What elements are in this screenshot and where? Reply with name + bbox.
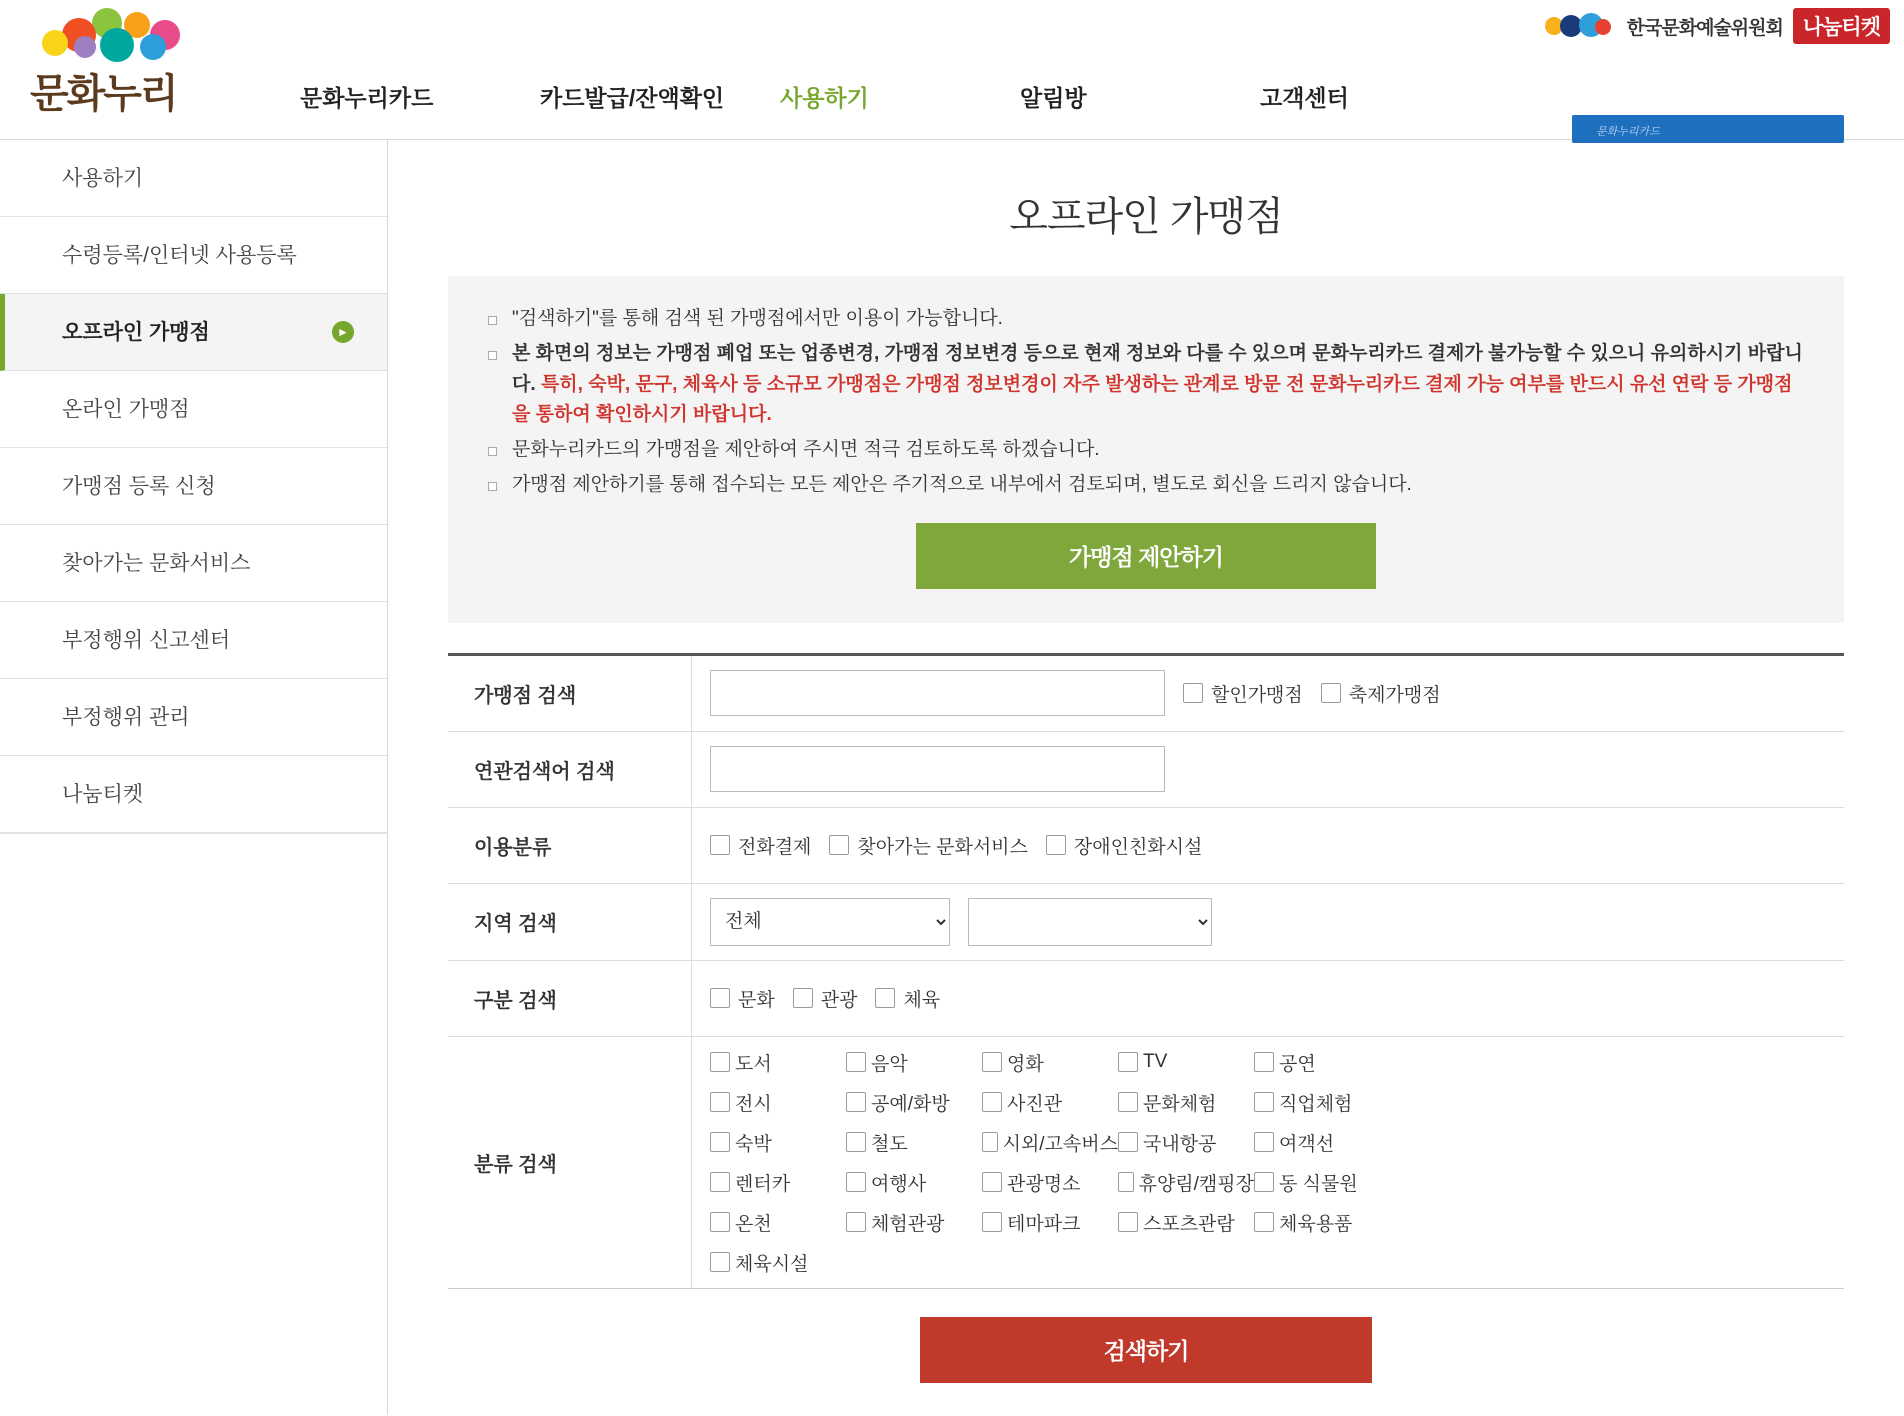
checkbox-category-9[interactable]	[1254, 1089, 1390, 1116]
checkbox-category-0[interactable]	[710, 1049, 846, 1076]
checkbox-box-icon	[1118, 1212, 1138, 1232]
checkbox-box-icon	[982, 1172, 1002, 1192]
checkbox-label: 직업체험	[1279, 1093, 1353, 1115]
checkbox-box-icon	[982, 1132, 998, 1152]
search-form	[448, 653, 1844, 1289]
checkbox-label: 관광명소	[1007, 1173, 1081, 1195]
field-store-search	[692, 656, 1844, 731]
sidebar-item-label: 찾아가는 문화서비스	[62, 552, 251, 575]
checkbox-label: 도서	[735, 1053, 772, 1075]
checkbox-box-icon	[846, 1172, 866, 1192]
field-use-type	[692, 808, 1844, 883]
checkbox-category-13[interactable]	[1118, 1129, 1254, 1156]
sidebar-divider	[0, 833, 387, 834]
sidebar-item-label: 수령등록/인터넷 사용등록	[62, 244, 297, 267]
checkbox-box-icon	[846, 1052, 866, 1072]
checkbox-label: 음악	[871, 1053, 908, 1075]
sidebar-item-5[interactable]	[0, 525, 387, 602]
checkbox-box-icon	[710, 1092, 730, 1112]
sidebar-item-label: 사용하기	[62, 167, 144, 190]
checkbox-label: 공연	[1279, 1053, 1316, 1075]
site-logo[interactable]	[22, 8, 212, 126]
checkbox-category-4[interactable]	[1254, 1049, 1390, 1076]
sidebar	[0, 140, 388, 1415]
checkbox-box-icon	[710, 835, 730, 855]
checkbox-box-icon	[710, 1052, 730, 1072]
checkbox-box-icon	[710, 1212, 730, 1232]
chevron-right-icon: ►	[332, 321, 354, 343]
notice-text: "검색하기"를 통해 검색 된 가맹점에서만 이용이 가능합니다.	[512, 308, 1003, 329]
field-related-keyword	[692, 732, 1844, 807]
checkbox-label: 렌터카	[735, 1173, 791, 1195]
row-use-type	[448, 808, 1844, 884]
row-related-keyword	[448, 732, 1844, 808]
region-select-secondary[interactable]	[968, 898, 1212, 946]
checkbox-box-icon	[1254, 1172, 1274, 1192]
sidebar-item-label: 온라인 가맹점	[62, 398, 190, 421]
checkbox-label: 숙박	[735, 1133, 772, 1155]
nav-item-3[interactable]: 알림방	[1020, 85, 1087, 111]
notice-text-red: 특히, 숙박, 문구, 체육사 등 소규모 가맹점은 가맹점 정보변경이 자주 발생하는 관계로 방문 전 문화누리카드 결제 가능 여부를 반드시 유선 연락 등 가맹점을 통하여 확인하시기 바랍니다.	[512, 373, 1793, 426]
sidebar-item-label: 부정행위 신고센터	[62, 629, 231, 652]
sidebar-item-label: 부정행위 관리	[62, 706, 190, 729]
checkbox-label: 영화	[1007, 1053, 1044, 1075]
notice-text: 문화누리카드의 가맹점을 제안하여 주시면 적극 검토하도록 하겠습니다.	[512, 439, 1100, 461]
checkbox-category-16[interactable]	[846, 1169, 982, 1196]
checkbox-box-icon	[846, 1092, 866, 1112]
related-keyword-input[interactable]	[710, 746, 1165, 792]
sidebar-item-label: 오프라인 가맹점	[62, 321, 210, 344]
checkbox-box-icon	[1183, 683, 1203, 703]
row-store-search	[448, 656, 1844, 732]
checkbox-box-icon	[982, 1092, 1002, 1112]
row-category	[448, 1037, 1844, 1288]
arko-logo-icon	[1545, 13, 1617, 39]
checkbox-category-14[interactable]	[1254, 1129, 1390, 1156]
checkbox-category-11[interactable]	[846, 1129, 982, 1156]
checkbox-category-22[interactable]	[982, 1209, 1118, 1236]
row-division	[448, 961, 1844, 1037]
checkbox-category-21[interactable]	[846, 1209, 982, 1236]
top-right-links	[1545, 8, 1890, 44]
checkbox-visiting-culture-service[interactable]	[829, 832, 1027, 859]
checkbox-division-culture[interactable]	[710, 985, 775, 1012]
search-button[interactable]: 검색하기	[920, 1317, 1372, 1383]
checkbox-division-tourism[interactable]	[793, 985, 858, 1012]
category-checkbox-grid	[710, 1037, 1826, 1288]
checkbox-label: 국내항공	[1143, 1133, 1217, 1155]
sidebar-item-7[interactable]	[0, 679, 387, 756]
checkbox-box-icon	[710, 1132, 730, 1152]
propose-store-button[interactable]: 가맹점 제안하기	[916, 523, 1376, 589]
row-region	[448, 884, 1844, 961]
checkbox-label: 체육시설	[735, 1253, 809, 1275]
checkbox-division-sports[interactable]	[875, 985, 940, 1012]
arko-label[interactable]: 한국문화예술위원회	[1626, 17, 1783, 39]
checkbox-label: 전시	[735, 1093, 772, 1115]
checkbox-label: 축제가맹점	[1348, 684, 1441, 706]
checkbox-category-12[interactable]	[982, 1129, 1118, 1156]
notice-item-1	[482, 339, 1810, 431]
checkbox-label: 철도	[871, 1133, 908, 1155]
checkbox-box-icon	[1254, 1092, 1274, 1112]
field-region	[692, 884, 1844, 960]
checkbox-label: 휴양림/캠핑장	[1138, 1173, 1254, 1195]
label-region: 지역 검색	[448, 884, 692, 960]
sidebar-item-0[interactable]	[0, 140, 387, 217]
nav-item-4[interactable]: 고객센터	[1260, 85, 1349, 111]
checkbox-box-icon	[1254, 1132, 1274, 1152]
nav-item-2[interactable]: 사용하기	[780, 85, 869, 111]
checkbox-label: 문화	[738, 989, 775, 1011]
checkbox-box-icon	[982, 1052, 1002, 1072]
checkbox-category-19[interactable]	[1254, 1169, 1390, 1196]
checkbox-category-24[interactable]	[1254, 1209, 1390, 1236]
checkbox-label: 장애인친화시설	[1073, 836, 1203, 858]
checkbox-box-icon	[1254, 1052, 1274, 1072]
store-search-input[interactable]	[710, 670, 1165, 716]
checkbox-category-23[interactable]	[1118, 1209, 1254, 1236]
checkbox-box-icon	[829, 835, 849, 855]
checkbox-label: TV	[1143, 1051, 1168, 1073]
checkbox-box-icon	[846, 1212, 866, 1232]
checkbox-label: 여객선	[1279, 1133, 1335, 1155]
checkbox-category-3[interactable]	[1118, 1049, 1254, 1076]
sidebar-item-8[interactable]	[0, 756, 387, 833]
label-division: 구분 검색	[448, 961, 692, 1036]
checkbox-label: 여행사	[871, 1173, 927, 1195]
page-title: 오프라인 가맹점	[1009, 195, 1283, 239]
checkbox-box-icon	[875, 988, 895, 1008]
sidebar-item-4[interactable]	[0, 448, 387, 525]
notice-item-0	[482, 304, 1810, 335]
checkbox-box-icon	[710, 988, 730, 1008]
checkbox-phone-payment[interactable]	[710, 832, 811, 859]
checkbox-category-7[interactable]	[982, 1089, 1118, 1116]
notice-item-2	[482, 435, 1810, 466]
notice-text: 본 화면의 정보는 가맹점 폐업 또는 업종변경, 가맹점 정보변경 등으로 현재 정보와 다를 수 있으며 문화누리카드 결제가 불가능할 수 있으니 유의하시기 바랍니다.	[512, 342, 1803, 395]
checkbox-box-icon	[1254, 1212, 1274, 1232]
checkbox-box-icon	[982, 1212, 1002, 1232]
checkbox-label: 사진관	[1007, 1093, 1063, 1115]
nav-item-1[interactable]: 카드발급/잔액확인	[540, 85, 725, 111]
sidebar-item-label: 가맹점 등록 신청	[62, 475, 216, 498]
label-category: 분류 검색	[448, 1037, 692, 1288]
nanum-ticket-badge[interactable]: 나눔티켓	[1793, 8, 1890, 44]
checkbox-category-8[interactable]	[1118, 1089, 1254, 1116]
nav-item-0[interactable]: 문화누리카드	[300, 85, 434, 111]
promo-banner[interactable]	[1572, 115, 1844, 143]
checkbox-label: 스포츠관람	[1143, 1213, 1235, 1235]
region-select-primary[interactable]	[710, 898, 950, 946]
logo-text: 문화누리	[30, 72, 177, 116]
checkbox-label: 동 식물원	[1279, 1173, 1358, 1195]
checkbox-label: 온천	[735, 1213, 772, 1235]
checkbox-box-icon	[1118, 1092, 1138, 1112]
checkbox-box-icon	[710, 1252, 730, 1272]
checkbox-category-25[interactable]	[710, 1249, 846, 1276]
checkbox-label: 문화체험	[1143, 1093, 1217, 1115]
checkbox-box-icon	[1118, 1132, 1138, 1152]
sidebar-item-label: 나눔티켓	[62, 783, 144, 806]
checkbox-label: 할인가맹점	[1211, 684, 1303, 706]
checkbox-category-6[interactable]	[846, 1089, 982, 1116]
field-category	[692, 1037, 1844, 1288]
checkbox-label: 찾아가는 문화서비스	[857, 836, 1028, 858]
notice-text: 가맹점 제안하기를 통해 접수되는 모든 제안은 주기적으로 내부에서 검토되며, 별도로 회신을 드리지 않습니다.	[512, 473, 1412, 495]
checkbox-box-icon	[1046, 835, 1066, 855]
checkbox-box-icon	[1321, 683, 1341, 703]
promo-banner-text: 문화누리카드	[1596, 126, 1660, 138]
checkbox-label: 체육용품	[1279, 1213, 1353, 1235]
checkbox-label: 체육	[903, 989, 941, 1011]
main-navigation	[300, 80, 1500, 113]
checkbox-festival-store[interactable]	[1321, 680, 1441, 707]
label-use-type: 이용분류	[448, 808, 692, 883]
checkbox-box-icon	[846, 1132, 866, 1152]
notice-item-3	[482, 470, 1810, 501]
main-content	[388, 140, 1904, 1415]
notice-list	[482, 304, 1810, 501]
checkbox-label: 체험관광	[871, 1213, 945, 1235]
checkbox-box-icon	[710, 1172, 730, 1192]
checkbox-category-2[interactable]	[982, 1049, 1118, 1076]
checkbox-box-icon	[1118, 1052, 1138, 1072]
checkbox-label: 관광	[820, 989, 858, 1011]
sidebar-item-1[interactable]	[0, 217, 387, 294]
sidebar-item-6[interactable]	[0, 602, 387, 679]
checkbox-box-icon	[1118, 1172, 1134, 1192]
checkbox-category-15[interactable]	[710, 1169, 846, 1196]
checkbox-label: 테마파크	[1007, 1213, 1081, 1235]
checkbox-accessible-facility[interactable]	[1046, 832, 1202, 859]
sidebar-item-3[interactable]	[0, 371, 387, 448]
checkbox-category-17[interactable]	[982, 1169, 1118, 1196]
checkbox-label: 공예/화방	[871, 1093, 950, 1115]
checkbox-label: 전화결제	[738, 836, 812, 858]
checkbox-category-18[interactable]	[1118, 1169, 1254, 1196]
logo-decoration-icon	[40, 8, 210, 60]
checkbox-category-5[interactable]	[710, 1089, 846, 1116]
checkbox-box-icon	[793, 988, 813, 1008]
label-related-keyword: 연관검색어 검색	[448, 732, 692, 807]
checkbox-category-20[interactable]	[710, 1209, 846, 1236]
checkbox-label: 시외/고속버스	[1002, 1133, 1118, 1155]
checkbox-discount-store[interactable]	[1183, 680, 1303, 707]
checkbox-category-1[interactable]	[846, 1049, 982, 1076]
site-header	[0, 0, 1904, 140]
body-wrapper	[0, 140, 1904, 1415]
field-division	[692, 961, 1844, 1036]
checkbox-category-10[interactable]	[710, 1129, 846, 1156]
sidebar-item-2[interactable]	[0, 294, 387, 371]
label-store-search: 가맹점 검색	[448, 656, 692, 731]
notice-box	[448, 276, 1844, 623]
